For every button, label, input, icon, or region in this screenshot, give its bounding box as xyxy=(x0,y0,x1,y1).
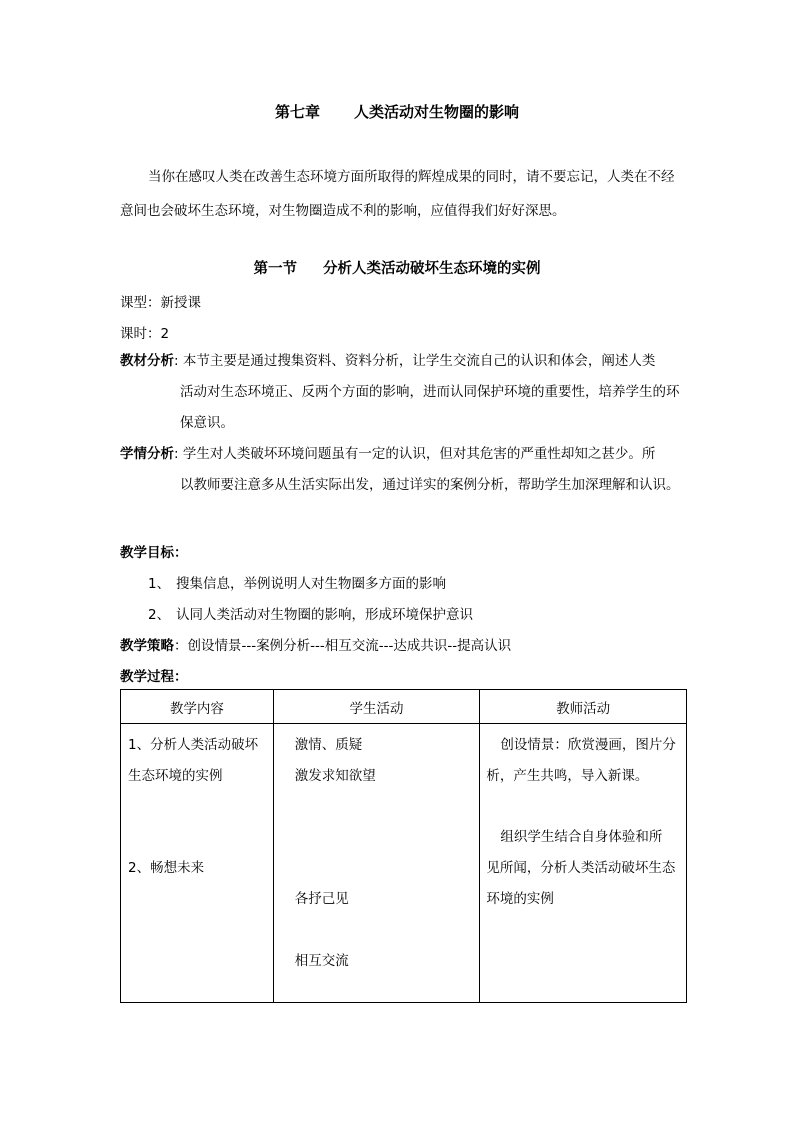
content-line: 1、分析人类活动破坏 xyxy=(128,737,259,753)
strategy-text: ：创设情景---案例分析---相互交流---达成共识--提高认识 xyxy=(174,638,512,654)
process-label: 教学过程： xyxy=(120,669,188,685)
strategy-line xyxy=(120,634,511,654)
lesson-hours: 课时：2 xyxy=(120,326,170,342)
table-row xyxy=(121,724,687,1003)
teacher-line: 创设情景：欣赏漫画，图片分 xyxy=(500,737,676,753)
strategy-label: 教学策略 xyxy=(120,638,174,654)
student-activity-cell xyxy=(273,724,480,1003)
content-line: 生态环境的实例 xyxy=(128,768,223,784)
intro-paragraph: 当你在感叹人类在改善生态环境方面所取得的辉煌成果的同时，请不要忘记，人类在不经意间也会破坏生态环境，对生物圈造成不利的影响，应值得我们好好深思。 xyxy=(120,169,675,219)
material-analysis-first-line xyxy=(120,346,682,377)
section-name: 分析人类活动破坏生态环境的实例 xyxy=(323,261,541,277)
section-title xyxy=(0,257,794,278)
lesson-type: 课型：新授课 xyxy=(120,295,201,311)
teacher-activity-cell xyxy=(480,724,687,1003)
goals-label: 教学目标： xyxy=(120,545,188,561)
content-line: 2、畅想未来 xyxy=(128,860,205,876)
section-number: 第一节 xyxy=(253,261,297,277)
chapter-title xyxy=(0,101,794,122)
table-header-row xyxy=(121,690,687,724)
teacher-line: 析，产生共鸣，导入新课。 xyxy=(486,768,649,784)
teacher-line: 见所闻，分析人类活动破坏生态 xyxy=(486,860,676,876)
material-analysis-text: : 本节主要是通过搜集资料、资料分析，让学生交流自己的认识和体会，阐述人类 xyxy=(174,353,656,369)
material-analysis-continued: 活动对生态环境正、反两个方面的影响，进而认同保护环境的重要性，培养学生的环保意识。 xyxy=(180,384,680,431)
student-analysis-text: : 学生对人类破坏环境问题虽有一定的认识，但对其危害的严重性却知之甚少。所 xyxy=(174,446,656,462)
header-content: 教学内容 xyxy=(121,690,274,724)
goal-item-1 xyxy=(148,572,446,592)
student-line: 激发求知欲望 xyxy=(294,768,376,784)
goal-text: 搜集信息，举例说明人对生物圈多方面的影响 xyxy=(176,576,446,592)
chapter-number: 第七章 xyxy=(274,103,320,121)
student-analysis-first-line xyxy=(120,439,682,470)
material-analysis-label: 教材分析 xyxy=(120,353,174,369)
teacher-line: 环境的实例 xyxy=(486,891,554,907)
goal-text: 认同人类活动对生物圈的影响，形成环境保护意识 xyxy=(176,607,473,623)
student-line: 各抒己见 xyxy=(294,891,349,907)
student-line: 激情、质疑 xyxy=(294,737,363,753)
student-line: 相互交流 xyxy=(294,953,349,969)
goal-item-2 xyxy=(148,603,473,623)
goal-number: 2、 xyxy=(148,607,171,623)
header-student-activity: 学生活动 xyxy=(273,690,480,724)
chapter-name: 人类活动对生物圈的影响 xyxy=(354,103,520,121)
student-analysis-label: 学情分析 xyxy=(120,446,174,462)
teaching-process-table xyxy=(120,689,687,1003)
header-teacher-activity: 教师活动 xyxy=(480,690,687,724)
content-cell xyxy=(121,724,274,1003)
goal-number: 1、 xyxy=(148,576,171,592)
student-analysis-continued: 以教师要注意多从生活实际出发，通过详实的案例分析，帮助学生加深理解和认识。 xyxy=(180,477,680,493)
teacher-line: 组织学生结合自身体验和所 xyxy=(500,829,663,845)
